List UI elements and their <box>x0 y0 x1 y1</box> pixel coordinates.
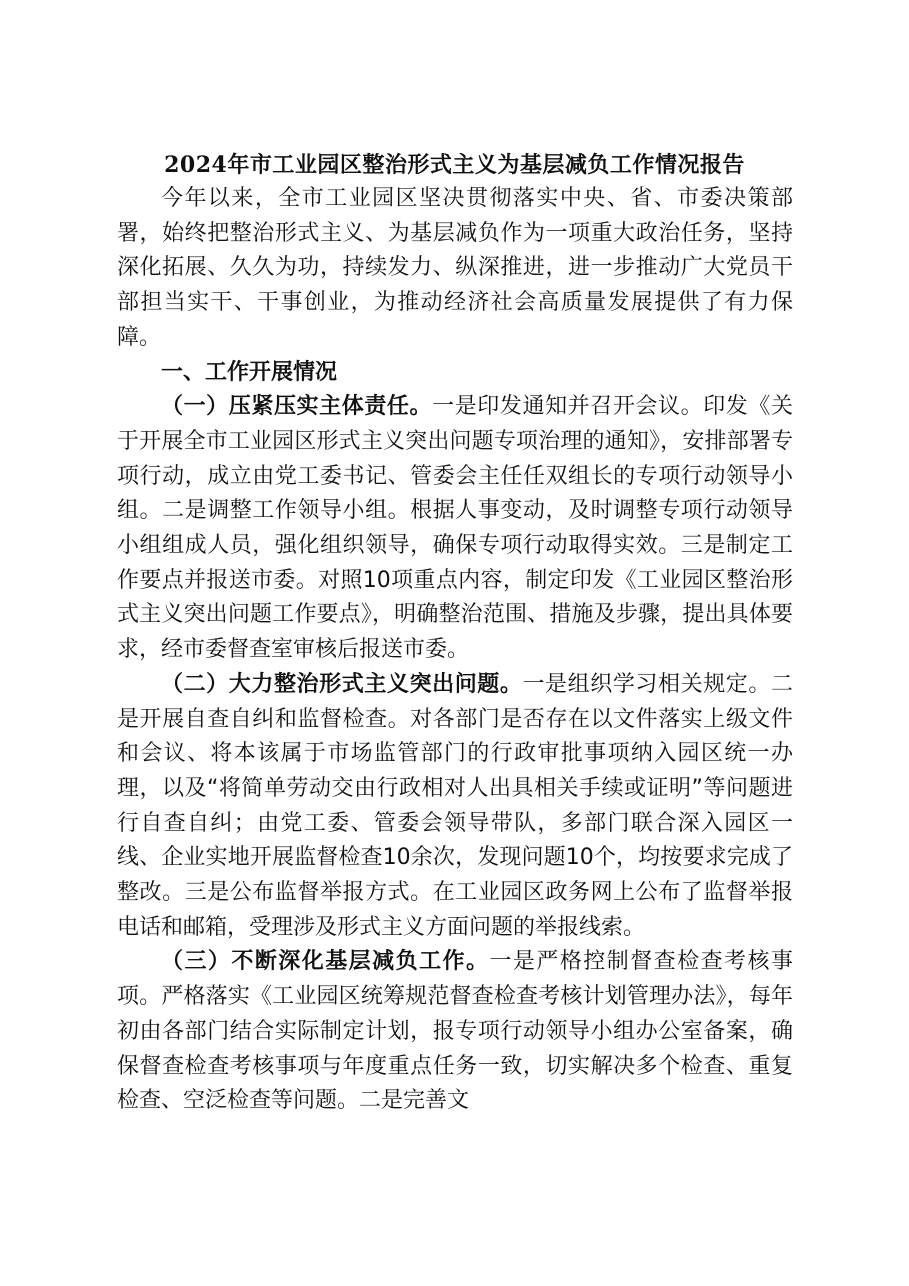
item-text-2: 一是组织学习相关规定。二是开展自查自纠和监督检查。对各部门是否存在以文件落实上级文件和会议、将本该属于市场监管部门的行政审批事项纳入园区统一办理，以及“将简单劳动交由行政相对人出具相关手续或证明”等问题进行自查自纠；由党工委、管委会领导带队，多部门联合深入园区一线、企业实地开展监督检查10余次，发现问题10个，均按要求完成了整改。三是公布监督举报方式。在工业园区政务网上公布了监督举报电话和邮箱，受理涉及形式主义方面问题的举报线索。 <box>117 671 793 940</box>
intro-paragraph: 今年以来，全市工业园区坚决贯彻落实中央、省、市委决策部署，始终把整治形式主义、为基层减负作为一项重大政治任务，坚持深化拓展、久久为功，持续发力、纵深推进，进一步推动广大党员干部担当实干、干事创业，为推动经济社会高质量发展提供了有力保障。 <box>117 186 793 350</box>
item-paragraph-3 <box>117 945 793 1119</box>
item-text-3: 一是严格控制督查检查考核事项。严格落实《工业园区统筹规范督查检查考核计划管理办法》，每年初由各部门结合实际制定计划，报专项行动领导小组办公室备案，确保督查检查考核事项与年度重点任务一致，切实解决多个检查、重复检查、空泛检查等问题。二是完善文 <box>117 949 793 1114</box>
item-lead-2: （二）大力整治形式主义突出问题。 <box>161 671 523 697</box>
item-paragraph-2 <box>117 668 793 946</box>
item-paragraph-1 <box>117 390 793 668</box>
item-text-1: 一是印发通知并召开会议。印发《关于开展全市工业园区形式主义突出问题专项治理的通知》，安排部署专项行动，成立由党工委书记、管委会主任任双组长的专项行动领导小组。二是调整工作领导小组。根据人事变动，及时调整专项行动领导小组组成人员，强化组织领导，确保专项行动取得实效。三是制定工作要点并报送市委。对照10项重点内容，制定印发《工业园区整治形式主义突出问题工作要点》，明确整治范围、措施及步骤，提出具体要求，经市委督查室审核后报送市委。 <box>117 394 793 663</box>
item-lead-1: （一）压紧压实主体责任。 <box>161 394 433 420</box>
document-title: 2024年市工业园区整治形式主义为基层减负工作情况报告 <box>164 152 745 178</box>
document-body <box>117 182 793 1119</box>
item-lead-3: （三）不断深化基层减负工作。 <box>161 949 490 975</box>
section-heading-work-progress: 一、工作开展情况 <box>161 359 338 385</box>
